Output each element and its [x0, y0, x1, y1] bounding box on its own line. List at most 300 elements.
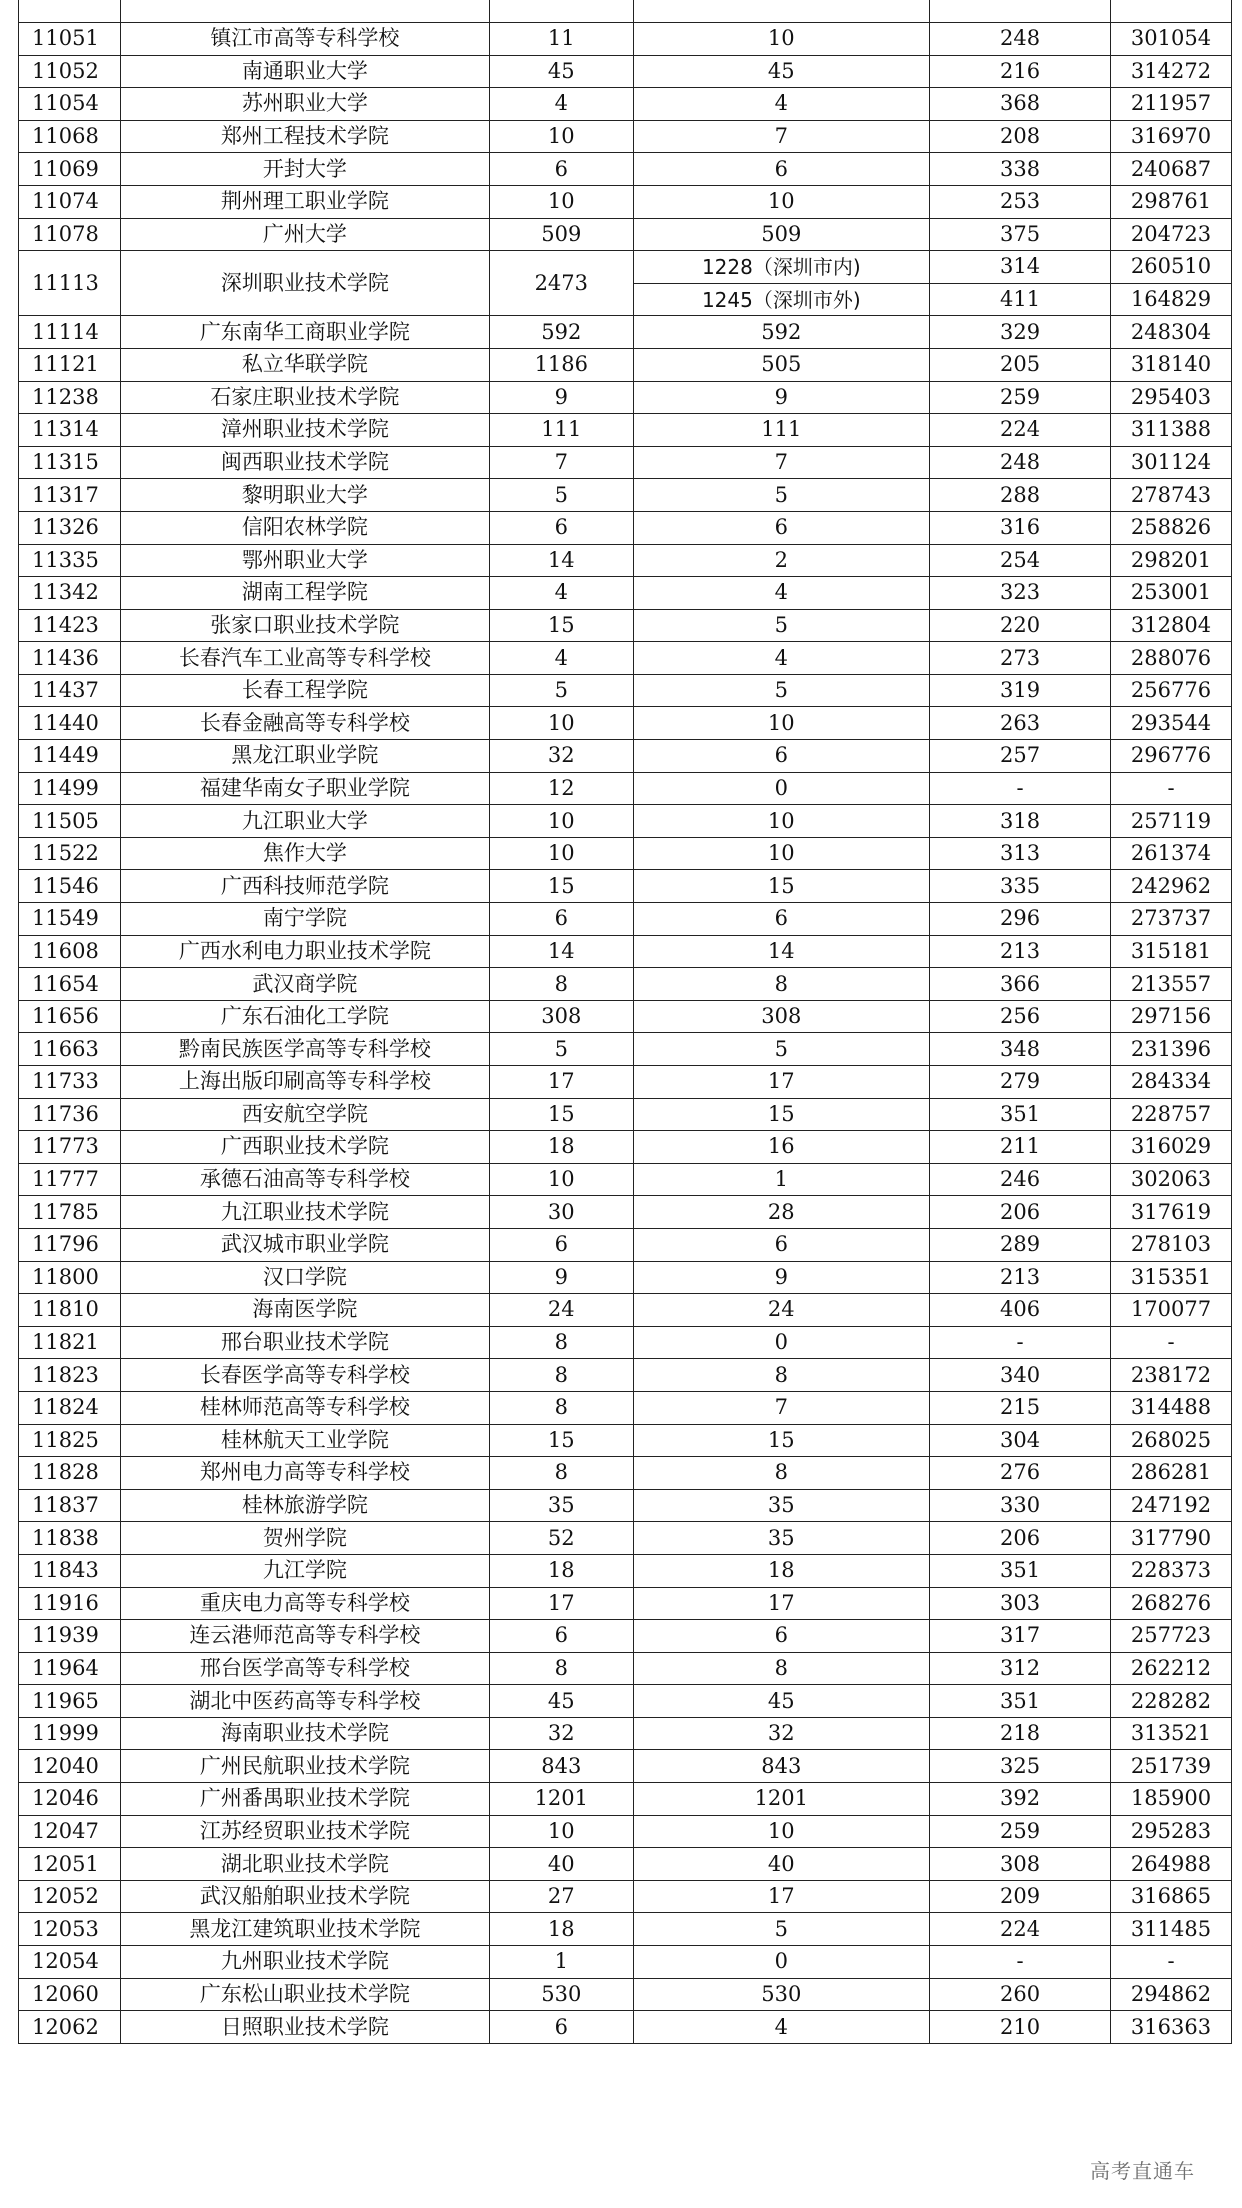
min-score-cell: 289: [930, 1228, 1111, 1261]
table-row: [19, 348, 1232, 381]
cell-spacer: [633, 0, 930, 23]
school-code-cell: 11828: [19, 1457, 121, 1490]
table-row: [19, 446, 1232, 479]
min-rank-cell: 316865: [1110, 1880, 1231, 1913]
school-name-cell: 南通职业大学: [120, 55, 489, 88]
min-rank-cell: 258826: [1110, 511, 1231, 544]
school-name-cell: 九州职业技术学院: [120, 1946, 489, 1979]
school-name-cell: 广东石油化工学院: [120, 1000, 489, 1033]
min-score-cell: 224: [930, 1913, 1111, 1946]
min-score-cell: 224: [930, 414, 1111, 447]
school-name-cell: 南宁学院: [120, 903, 489, 936]
school-name-cell: 黑龙江建筑职业技术学院: [120, 1913, 489, 1946]
admitted-count-cell: 5: [633, 609, 930, 642]
school-name-cell: 福建华南女子职业学院: [120, 772, 489, 805]
min-rank-cell: 314272: [1110, 55, 1231, 88]
school-code-cell: 11773: [19, 1131, 121, 1164]
school-name-cell: 长春工程学院: [120, 674, 489, 707]
table-row: [19, 1359, 1232, 1392]
school-code-cell: 11114: [19, 316, 121, 349]
school-code-cell: 11823: [19, 1359, 121, 1392]
min-score-cell: 303: [930, 1587, 1111, 1620]
plan-count-cell: 1186: [490, 348, 633, 381]
table-row: [19, 2011, 1232, 2044]
table-row: [19, 120, 1232, 153]
admitted-count-cell: 10: [633, 837, 930, 870]
admitted-count-cell: 10: [633, 185, 930, 218]
school-name-cell: 广州民航职业技术学院: [120, 1750, 489, 1783]
plan-count-cell: 18: [490, 1554, 633, 1587]
plan-count-cell: 111: [490, 414, 633, 447]
cell-spacer: [19, 0, 121, 23]
plan-count-cell: 6: [490, 511, 633, 544]
min-score-cell: 256: [930, 1000, 1111, 1033]
school-name-cell: 信阳农林学院: [120, 511, 489, 544]
admitted-count-cell: 32: [633, 1717, 930, 1750]
table-row: [19, 218, 1232, 251]
min-rank-cell: 295283: [1110, 1815, 1231, 1848]
table-row: [19, 1815, 1232, 1848]
school-name-cell: 鄂州职业大学: [120, 544, 489, 577]
table-row: [19, 740, 1232, 773]
min-rank-cell: 228757: [1110, 1098, 1231, 1131]
school-code-cell: 11499: [19, 772, 121, 805]
school-name-cell: 湖北中医药高等专科学校: [120, 1685, 489, 1718]
school-code-cell: 11733: [19, 1066, 121, 1099]
admitted-count-cell: 17: [633, 1066, 930, 1099]
table-row: [19, 1424, 1232, 1457]
table-row: [19, 1066, 1232, 1099]
plan-count-cell: 40: [490, 1848, 633, 1881]
plan-count-cell: 6: [490, 1620, 633, 1653]
min-rank-cell: 301054: [1110, 23, 1231, 56]
admitted-count-cell: 5: [633, 479, 930, 512]
min-score-cell: 257: [930, 740, 1111, 773]
school-code-cell: 12054: [19, 1946, 121, 1979]
min-score-cell: -: [930, 1326, 1111, 1359]
min-rank-cell: 312804: [1110, 609, 1231, 642]
min-score-cell: 325: [930, 1750, 1111, 1783]
admission-table: [18, 0, 1232, 2044]
table-row: [19, 414, 1232, 447]
school-name-cell: 广东南华工商职业学院: [120, 316, 489, 349]
plan-count-cell: 35: [490, 1489, 633, 1522]
school-code-cell: 11821: [19, 1326, 121, 1359]
school-code-cell: 11549: [19, 903, 121, 936]
school-name-cell: 闽西职业技术学院: [120, 446, 489, 479]
min-rank-cell: 253001: [1110, 577, 1231, 610]
table-row: [19, 1652, 1232, 1685]
min-rank-cell: 313521: [1110, 1717, 1231, 1750]
school-code-cell: 12060: [19, 1978, 121, 2011]
school-code-cell: 11326: [19, 511, 121, 544]
admitted-count-cell: 10: [633, 805, 930, 838]
table-row: [19, 1196, 1232, 1229]
min-score-cell: 316: [930, 511, 1111, 544]
plan-count-cell: 9: [490, 381, 633, 414]
plan-count-cell: 4: [490, 88, 633, 121]
school-code-cell: 11663: [19, 1033, 121, 1066]
min-rank-cell: 228373: [1110, 1554, 1231, 1587]
school-code-cell: 11335: [19, 544, 121, 577]
plan-count-cell: 8: [490, 1391, 633, 1424]
min-rank-cell: 231396: [1110, 1033, 1231, 1066]
plan-count-cell: 5: [490, 1033, 633, 1066]
min-score-cell: 368: [930, 88, 1111, 121]
admitted-count-cell: 509: [633, 218, 930, 251]
school-name-cell: 漳州职业技术学院: [120, 414, 489, 447]
admitted-count-cell: 6: [633, 740, 930, 773]
school-name-cell: 邢台医学高等专科学校: [120, 1652, 489, 1685]
school-code-cell: 12046: [19, 1783, 121, 1816]
min-score-cell: 205: [930, 348, 1111, 381]
plan-count-cell: 6: [490, 903, 633, 936]
school-code-cell: 12047: [19, 1815, 121, 1848]
min-score-cell: 209: [930, 1880, 1111, 1913]
school-code-cell: 11423: [19, 609, 121, 642]
admitted-count-cell: 14: [633, 935, 930, 968]
admitted-count-cell: 6: [633, 153, 930, 186]
admitted-count-cell: 45: [633, 55, 930, 88]
min-score-cell: -: [930, 772, 1111, 805]
school-code-cell: 11449: [19, 740, 121, 773]
admitted-count-cell: 6: [633, 903, 930, 936]
school-code-cell: 11843: [19, 1554, 121, 1587]
admitted-count-cell: 1201: [633, 1783, 930, 1816]
table-row: [19, 707, 1232, 740]
min-score-cell: 216: [930, 55, 1111, 88]
min-score-cell: 338: [930, 153, 1111, 186]
min-rank-cell: 294862: [1110, 1978, 1231, 2011]
admitted-count-cell: 1: [633, 1163, 930, 1196]
plan-count-cell: 8: [490, 1326, 633, 1359]
min-rank-cell: 284334: [1110, 1066, 1231, 1099]
plan-count-cell: 530: [490, 1978, 633, 2011]
plan-count-cell: 15: [490, 870, 633, 903]
min-score-cell: 318: [930, 805, 1111, 838]
min-score-cell: 213: [930, 1261, 1111, 1294]
table-row: [19, 968, 1232, 1001]
table-row: [19, 1000, 1232, 1033]
table-row: [19, 577, 1232, 610]
school-code-cell: 11068: [19, 120, 121, 153]
plan-count-cell: 15: [490, 1098, 633, 1131]
school-code-cell: 11505: [19, 805, 121, 838]
plan-count-cell: 1201: [490, 1783, 633, 1816]
school-code-cell: 12051: [19, 1848, 121, 1881]
plan-count-cell: 45: [490, 55, 633, 88]
min-score-cell: 218: [930, 1717, 1111, 1750]
admitted-count-cell: 10: [633, 23, 930, 56]
min-rank-cell: 260510: [1110, 251, 1231, 284]
plan-count-cell: 5: [490, 479, 633, 512]
min-rank-cell: 297156: [1110, 1000, 1231, 1033]
table-row: [19, 1033, 1232, 1066]
table-row: [19, 1261, 1232, 1294]
plan-count-cell: 15: [490, 1424, 633, 1457]
school-code-cell: 11825: [19, 1424, 121, 1457]
min-score-cell: 259: [930, 381, 1111, 414]
table-row: [19, 1391, 1232, 1424]
table-row: [19, 1848, 1232, 1881]
plan-count-cell: 8: [490, 1652, 633, 1685]
school-code-cell: 12052: [19, 1880, 121, 1913]
admitted-count-cell: 1228（深圳市内): [633, 251, 930, 284]
min-rank-cell: 278743: [1110, 479, 1231, 512]
plan-count-cell: 10: [490, 707, 633, 740]
school-name-cell: 海南医学院: [120, 1294, 489, 1327]
admitted-count-cell: 17: [633, 1587, 930, 1620]
school-code-cell: 11939: [19, 1620, 121, 1653]
min-score-cell: 406: [930, 1294, 1111, 1327]
school-code-cell: 11785: [19, 1196, 121, 1229]
school-name-cell: 镇江市高等专科学校: [120, 23, 489, 56]
min-score-cell: 411: [930, 283, 1111, 316]
min-rank-cell: 257723: [1110, 1620, 1231, 1653]
min-score-cell: 279: [930, 1066, 1111, 1099]
admitted-count-cell: 10: [633, 707, 930, 740]
school-name-cell: 广东松山职业技术学院: [120, 1978, 489, 2011]
min-rank-cell: 170077: [1110, 1294, 1231, 1327]
plan-count-cell: 27: [490, 1880, 633, 1913]
school-name-cell: 广州大学: [120, 218, 489, 251]
school-code-cell: 11999: [19, 1717, 121, 1750]
school-name-cell: 郑州电力高等专科学校: [120, 1457, 489, 1490]
table-row: [19, 772, 1232, 805]
admitted-count-cell: 28: [633, 1196, 930, 1229]
admitted-count-cell: 9: [633, 381, 930, 414]
school-code-cell: 11342: [19, 577, 121, 610]
school-code-cell: 12040: [19, 1750, 121, 1783]
table-row: [19, 88, 1232, 121]
admitted-count-cell: 8: [633, 1359, 930, 1392]
min-score-cell: 248: [930, 446, 1111, 479]
plan-count-cell: 6: [490, 153, 633, 186]
plan-count-cell: 10: [490, 185, 633, 218]
min-score-cell: 351: [930, 1685, 1111, 1718]
admitted-count-cell: 15: [633, 870, 930, 903]
plan-count-cell: 308: [490, 1000, 633, 1033]
school-name-cell: 石家庄职业技术学院: [120, 381, 489, 414]
table-row: [19, 870, 1232, 903]
school-code-cell: 12053: [19, 1913, 121, 1946]
min-rank-cell: 286281: [1110, 1457, 1231, 1490]
min-rank-cell: 315351: [1110, 1261, 1231, 1294]
min-score-cell: 366: [930, 968, 1111, 1001]
school-name-cell: 焦作大学: [120, 837, 489, 870]
table-row: [19, 381, 1232, 414]
min-score-cell: 296: [930, 903, 1111, 936]
school-code-cell: 11656: [19, 1000, 121, 1033]
table-row: [19, 316, 1232, 349]
admitted-count-cell: 35: [633, 1522, 930, 1555]
plan-count-cell: 6: [490, 2011, 633, 2044]
table-row: [19, 609, 1232, 642]
school-name-cell: 桂林航天工业学院: [120, 1424, 489, 1457]
min-score-cell: 260: [930, 1978, 1111, 2011]
school-name-cell: 开封大学: [120, 153, 489, 186]
admitted-count-cell: 6: [633, 1228, 930, 1261]
school-name-cell: 长春金融高等专科学校: [120, 707, 489, 740]
table-row: [19, 674, 1232, 707]
min-score-cell: 263: [930, 707, 1111, 740]
admitted-count-cell: 592: [633, 316, 930, 349]
school-name-cell: 黔南民族医学高等专科学校: [120, 1033, 489, 1066]
min-rank-cell: 288076: [1110, 642, 1231, 675]
plan-count-cell: 17: [490, 1587, 633, 1620]
min-rank-cell: 301124: [1110, 446, 1231, 479]
table-row: [19, 1783, 1232, 1816]
cell-spacer: [1110, 0, 1231, 23]
min-rank-cell: 247192: [1110, 1489, 1231, 1522]
table-row: [19, 935, 1232, 968]
school-code-cell: 11121: [19, 348, 121, 381]
school-name-cell: 张家口职业技术学院: [120, 609, 489, 642]
min-score-cell: 308: [930, 1848, 1111, 1881]
school-code-cell: 11113: [19, 251, 121, 316]
min-score-cell: 329: [930, 316, 1111, 349]
min-rank-cell: 268276: [1110, 1587, 1231, 1620]
school-name-cell: 苏州职业大学: [120, 88, 489, 121]
admitted-count-cell: 18: [633, 1554, 930, 1587]
plan-count-cell: 45: [490, 1685, 633, 1718]
school-code-cell: 11436: [19, 642, 121, 675]
min-score-cell: 351: [930, 1098, 1111, 1131]
school-code-cell: 11837: [19, 1489, 121, 1522]
admitted-count-cell: 2: [633, 544, 930, 577]
school-name-cell: 江苏经贸职业技术学院: [120, 1815, 489, 1848]
school-name-cell: 连云港师范高等专科学校: [120, 1620, 489, 1653]
school-code-cell: 11052: [19, 55, 121, 88]
plan-count-cell: 6: [490, 1228, 633, 1261]
min-score-cell: 313: [930, 837, 1111, 870]
school-code-cell: 11608: [19, 935, 121, 968]
min-score-cell: 259: [930, 1815, 1111, 1848]
min-score-cell: 215: [930, 1391, 1111, 1424]
school-code-cell: 11315: [19, 446, 121, 479]
min-score-cell: -: [930, 1946, 1111, 1979]
min-rank-cell: 316363: [1110, 2011, 1231, 2044]
table-row: [19, 479, 1232, 512]
table-row: [19, 1554, 1232, 1587]
school-name-cell: 海南职业技术学院: [120, 1717, 489, 1750]
table-row: [19, 1913, 1232, 1946]
school-name-cell: 广州番禺职业技术学院: [120, 1783, 489, 1816]
school-name-cell: 桂林师范高等专科学校: [120, 1391, 489, 1424]
plan-count-cell: 15: [490, 609, 633, 642]
admitted-count-cell: 6: [633, 511, 930, 544]
table-row: [19, 544, 1232, 577]
admitted-count-cell: 0: [633, 772, 930, 805]
admitted-count-cell: 4: [633, 2011, 930, 2044]
cell-spacer: [490, 0, 633, 23]
admitted-count-cell: 7: [633, 1391, 930, 1424]
min-rank-cell: 317790: [1110, 1522, 1231, 1555]
admitted-count-cell: 5: [633, 674, 930, 707]
plan-count-cell: 52: [490, 1522, 633, 1555]
table-row: [19, 1620, 1232, 1653]
school-name-cell: 长春医学高等专科学校: [120, 1359, 489, 1392]
plan-count-cell: 10: [490, 1815, 633, 1848]
plan-count-cell: 30: [490, 1196, 633, 1229]
school-code-cell: 11314: [19, 414, 121, 447]
plan-count-cell: 1: [490, 1946, 633, 1979]
cell-spacer: [120, 0, 489, 23]
school-code-cell: 11078: [19, 218, 121, 251]
table-row: [19, 903, 1232, 936]
school-name-cell: 西安航空学院: [120, 1098, 489, 1131]
min-rank-cell: 240687: [1110, 153, 1231, 186]
min-score-cell: 210: [930, 2011, 1111, 2044]
admitted-count-cell: 111: [633, 414, 930, 447]
admitted-count-cell: 10: [633, 1815, 930, 1848]
admission-table-sheet: [18, 0, 1232, 2044]
table-row: [19, 1750, 1232, 1783]
school-code-cell: 11238: [19, 381, 121, 414]
admitted-count-cell: 4: [633, 577, 930, 610]
min-rank-cell: 185900: [1110, 1783, 1231, 1816]
school-name-cell: 桂林旅游学院: [120, 1489, 489, 1522]
school-name-cell: 黎明职业大学: [120, 479, 489, 512]
table-row: [19, 23, 1232, 56]
admitted-count-cell: 35: [633, 1489, 930, 1522]
table-row: [19, 1880, 1232, 1913]
school-code-cell: 11964: [19, 1652, 121, 1685]
min-score-cell: 351: [930, 1554, 1111, 1587]
min-score-cell: 220: [930, 609, 1111, 642]
min-score-cell: 323: [930, 577, 1111, 610]
table-row: [19, 837, 1232, 870]
min-rank-cell: 228282: [1110, 1685, 1231, 1718]
admitted-count-cell: 1245（深圳市外): [633, 283, 930, 316]
min-score-cell: 375: [930, 218, 1111, 251]
min-score-cell: 304: [930, 1424, 1111, 1457]
admitted-count-cell: 0: [633, 1946, 930, 1979]
min-rank-cell: 298761: [1110, 185, 1231, 218]
plan-count-cell: 24: [490, 1294, 633, 1327]
admitted-count-cell: 5: [633, 1033, 930, 1066]
plan-count-cell: 592: [490, 316, 633, 349]
table-row: [19, 1489, 1232, 1522]
school-name-cell: 日照职业技术学院: [120, 2011, 489, 2044]
min-rank-cell: 316029: [1110, 1131, 1231, 1164]
table-row: [19, 511, 1232, 544]
school-name-cell: 九江职业技术学院: [120, 1196, 489, 1229]
plan-count-cell: 32: [490, 740, 633, 773]
min-rank-cell: -: [1110, 1946, 1231, 1979]
min-rank-cell: 204723: [1110, 218, 1231, 251]
table-row: [19, 1131, 1232, 1164]
table-row: [19, 153, 1232, 186]
school-name-cell: 九江职业大学: [120, 805, 489, 838]
min-rank-cell: 164829: [1110, 283, 1231, 316]
min-score-cell: 248: [930, 23, 1111, 56]
min-score-cell: 206: [930, 1522, 1111, 1555]
min-rank-cell: 314488: [1110, 1391, 1231, 1424]
watermark: 高考直通车: [1090, 2159, 1195, 2183]
school-name-cell: 武汉城市职业学院: [120, 1228, 489, 1261]
min-rank-cell: 264988: [1110, 1848, 1231, 1881]
plan-count-cell: 17: [490, 1066, 633, 1099]
min-score-cell: 335: [930, 870, 1111, 903]
min-score-cell: 392: [930, 1783, 1111, 1816]
min-score-cell: 340: [930, 1359, 1111, 1392]
school-name-cell: 郑州工程技术学院: [120, 120, 489, 153]
min-rank-cell: 311485: [1110, 1913, 1231, 1946]
table-row: [19, 1717, 1232, 1750]
min-score-cell: 253: [930, 185, 1111, 218]
min-rank-cell: 302063: [1110, 1163, 1231, 1196]
